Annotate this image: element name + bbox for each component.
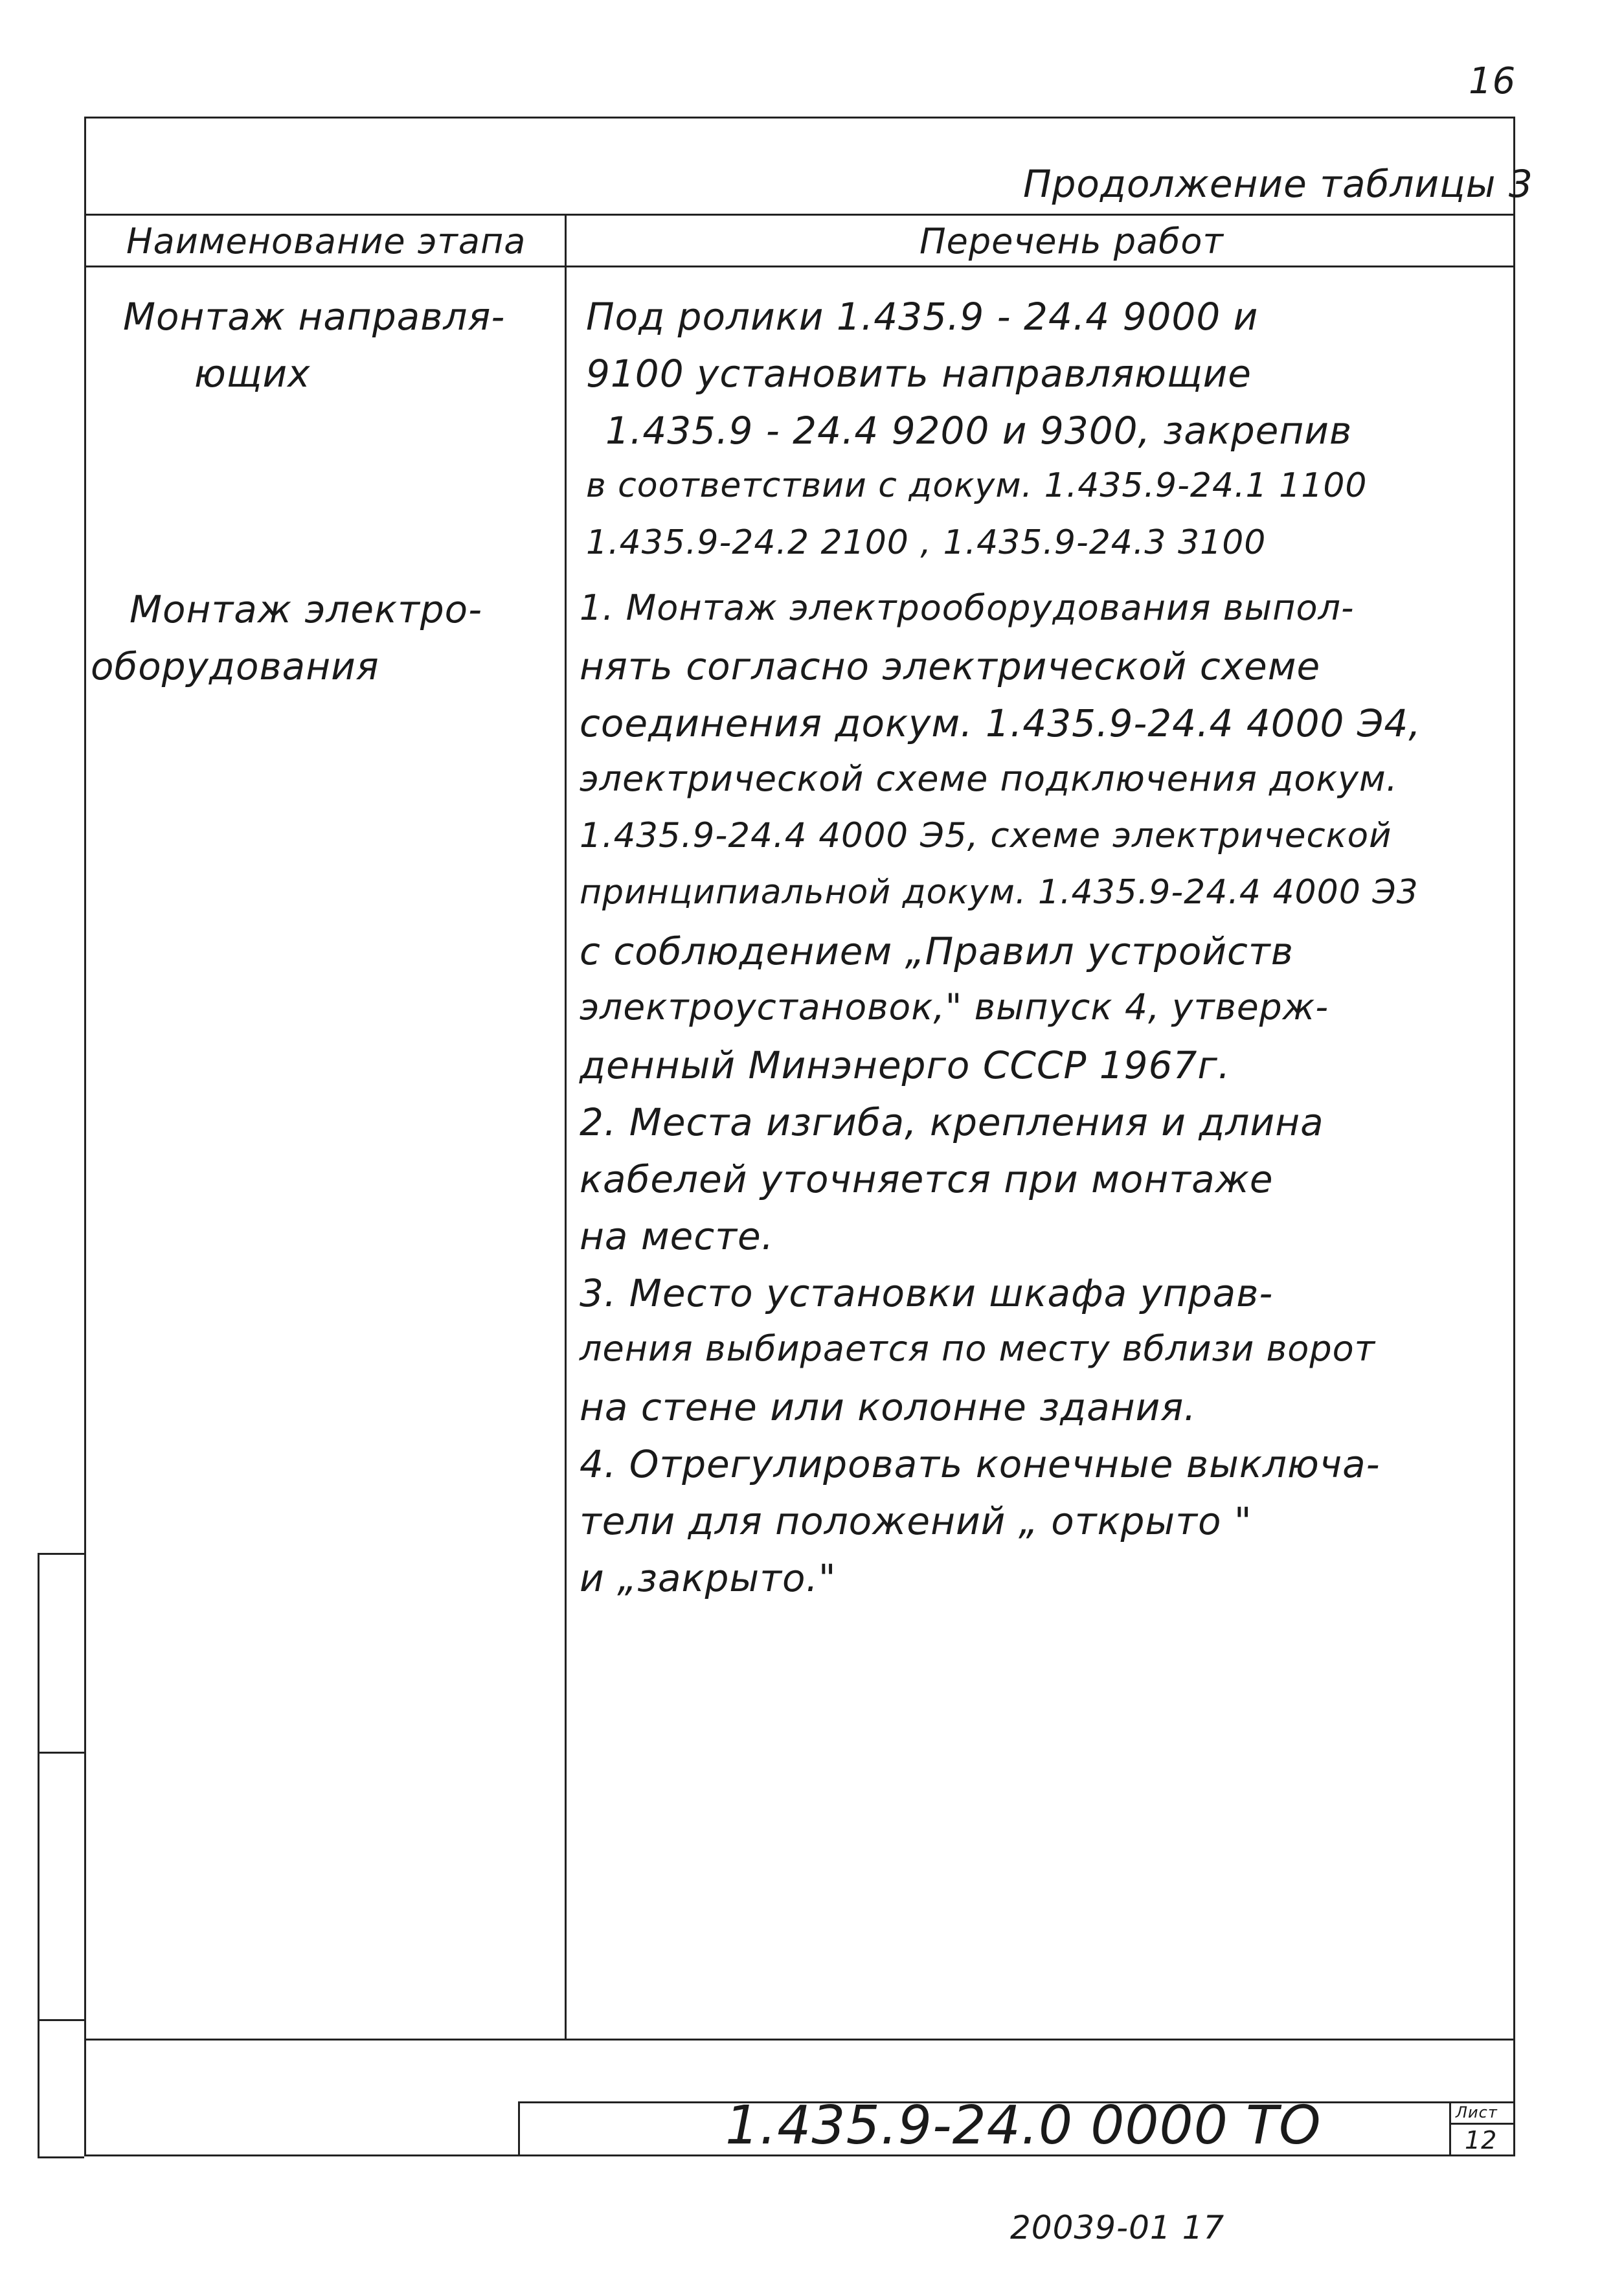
row-1-work-line-4: в соответствии с докум. 1.435.9-24.1 1100 [586,466,1368,505]
row-1-work-line-5: 1.435.9-24.2 2100 , 1.435.9-24.3 3100 [586,523,1267,562]
row-2-work-line-12: на месте. [580,1214,774,1258]
row-2-work-line-10: 2. Места изгиба, крепления и длина [580,1100,1324,1144]
binding-strip-divider [38,2019,84,2021]
row-1-stage-line-2: ющих [194,352,311,396]
row-2-work-line-1: 1. Монтаж электрооборудования выпол- [580,587,1355,628]
table-header-bottom-line [84,266,1515,267]
binding-strip-divider [38,1752,84,1754]
row-1-work-line-2: 9100 установить направляющие [586,352,1252,396]
row-2-stage-line-1: Монтаж электро- [130,587,483,631]
binding-strip-divider [38,1553,84,1555]
document-designation: 1.435.9-24.0 0000 ТО [725,2095,1322,2156]
row-2-stage-line-2: оборудования [91,644,379,688]
row-2-work-line-11: кабелей уточняется при монтаже [580,1157,1274,1201]
row-2-work-line-15: на стене или колонне здания. [580,1385,1197,1429]
row-2-work-line-5: 1.435.9-24.4 4000 Э5, схеме электрической [580,816,1392,855]
footer-code: 20039-01 17 [1010,2209,1225,2246]
column-header-works: Перечень работ [919,221,1224,262]
column-divider [565,214,567,2039]
binding-strip-line [38,1553,39,2156]
continuation-title: Продолжение таблицы 3 [1023,162,1533,206]
sheet-label: Лист [1456,2103,1498,2121]
row-1-work-line-1: Под ролики 1.435.9 - 24.4 9000 и [586,295,1259,339]
row-2-work-line-16: 4. Отрегулировать конечные выключа- [580,1442,1381,1486]
row-2-work-line-3: соединения докум. 1.435.9-24.4 4000 Э4, [580,701,1421,745]
row-2-work-line-6: принципиальной докум. 1.435.9-24.4 4000 Э3 [580,873,1419,912]
row-1-stage-line-1: Монтаж направля- [123,295,506,339]
sheet-value: 12 [1465,2126,1498,2154]
column-header-stage: Наименование этапа [126,221,526,262]
stamp-sheet-divider [1449,2101,1451,2156]
row-2-work-line-18: и „закрыто." [580,1556,837,1600]
row-1-work-line-3: 1.435.9 - 24.4 9200 и 9300, закрепив [605,409,1353,453]
stamp-left-line [518,2101,520,2156]
row-2-work-line-17: тели для положений „ открыто " [580,1499,1252,1543]
binding-strip-divider [38,2156,84,2158]
row-2-work-line-2: нять согласно электрической схеме [580,644,1321,688]
sheet-number: 16 [1469,60,1517,102]
table-bottom-line [84,2039,1515,2041]
row-2-work-line-7: с соблюдением „Правил устройств [580,929,1294,973]
row-2-work-line-9: денный Минэнерго СССР 1967г. [580,1043,1231,1087]
row-2-work-line-13: 3. Место установки шкафа управ- [580,1271,1274,1315]
table-top-line [84,214,1515,216]
row-2-work-line-4: электрической схеме подключения докум. [580,758,1398,799]
row-2-work-line-14: ления выбирается по месту вблизи ворот [580,1328,1376,1369]
stamp-sheet-label-line [1449,2123,1515,2125]
row-2-work-line-8: электроустановок," выпуск 4, утверж- [580,986,1329,1028]
